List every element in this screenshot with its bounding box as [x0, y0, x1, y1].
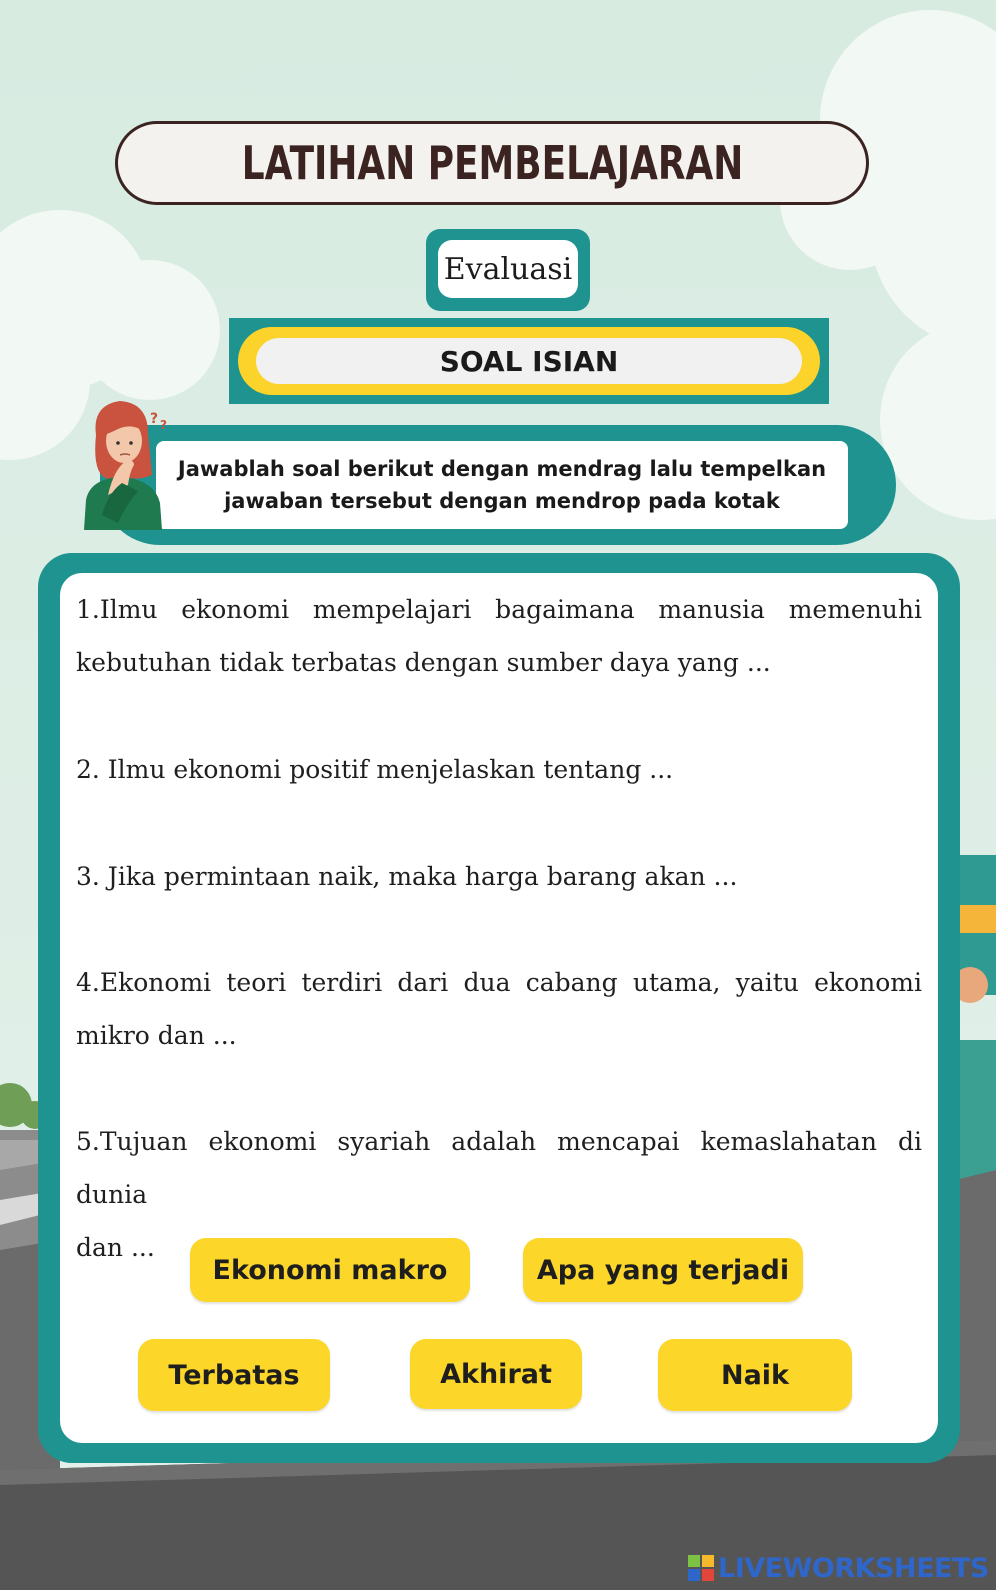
section-label: Evaluasi	[438, 240, 578, 298]
question-4	[76, 956, 922, 1062]
thinking-girl-illustration	[78, 395, 178, 530]
subtitle-text: SOAL ISIAN	[256, 338, 802, 384]
liveworksheets-logo-icon	[688, 1555, 714, 1581]
page-title: LATIHAN PEMBELAJARAN	[241, 136, 743, 190]
question-3-line-1: 3. Jika permintaan naik, maka harga barang akan ...	[76, 862, 738, 891]
question-1	[76, 583, 922, 689]
section-label-box	[426, 229, 590, 311]
question-panel-inner	[60, 573, 938, 1443]
question-5-line-1: 5.Tujuan ekonomi syariah adalah mencapai kemaslahatan di dunia	[76, 1127, 922, 1209]
question-2	[76, 743, 922, 796]
instruction-line-2: jawaban tersebut dengan mendrop pada kotak	[224, 489, 780, 513]
question-panel	[38, 553, 960, 1463]
instruction-text-box	[156, 441, 848, 529]
page-title-box	[115, 121, 869, 205]
question-2-line-1: 2. Ilmu ekonomi positif menjelaskan tentang ...	[76, 755, 674, 784]
question-5-line-2: dan ...	[76, 1233, 155, 1262]
svg-text:?: ?	[160, 418, 167, 432]
instruction-box	[100, 425, 896, 545]
question-4-line-1: 4.Ekonomi teori terdiri dari dua cabang utama, yaitu ekonomi	[76, 968, 922, 997]
question-1-line-2: kebutuhan tidak terbatas dengan sumber daya yang ...	[76, 648, 771, 677]
answer-chip-ekonomi-makro[interactable]: Ekonomi makro	[190, 1238, 470, 1302]
watermark	[688, 1552, 989, 1584]
answer-chip-naik[interactable]: Naik	[658, 1339, 852, 1411]
answer-chip-terbatas[interactable]: Terbatas	[138, 1339, 330, 1411]
svg-text:?: ?	[150, 411, 159, 427]
watermark-text: LIVEWORKSHEETS	[718, 1552, 989, 1584]
question-1-line-1: 1.Ilmu ekonomi mempelajari bagaimana manusia memenuhi	[76, 595, 922, 624]
answer-chip-apa-yang-terjadi[interactable]: Apa yang terjadi	[523, 1238, 803, 1302]
answer-chip-akhirat[interactable]: Akhirat	[410, 1339, 582, 1409]
question-3	[76, 850, 922, 903]
instruction-line-1: Jawablah soal berikut dengan mendrag lalu tempelkan	[177, 457, 827, 481]
subtitle-banner	[229, 318, 829, 404]
question-4-line-2: mikro dan ...	[76, 1021, 237, 1050]
subtitle-banner-yellow	[238, 327, 820, 395]
